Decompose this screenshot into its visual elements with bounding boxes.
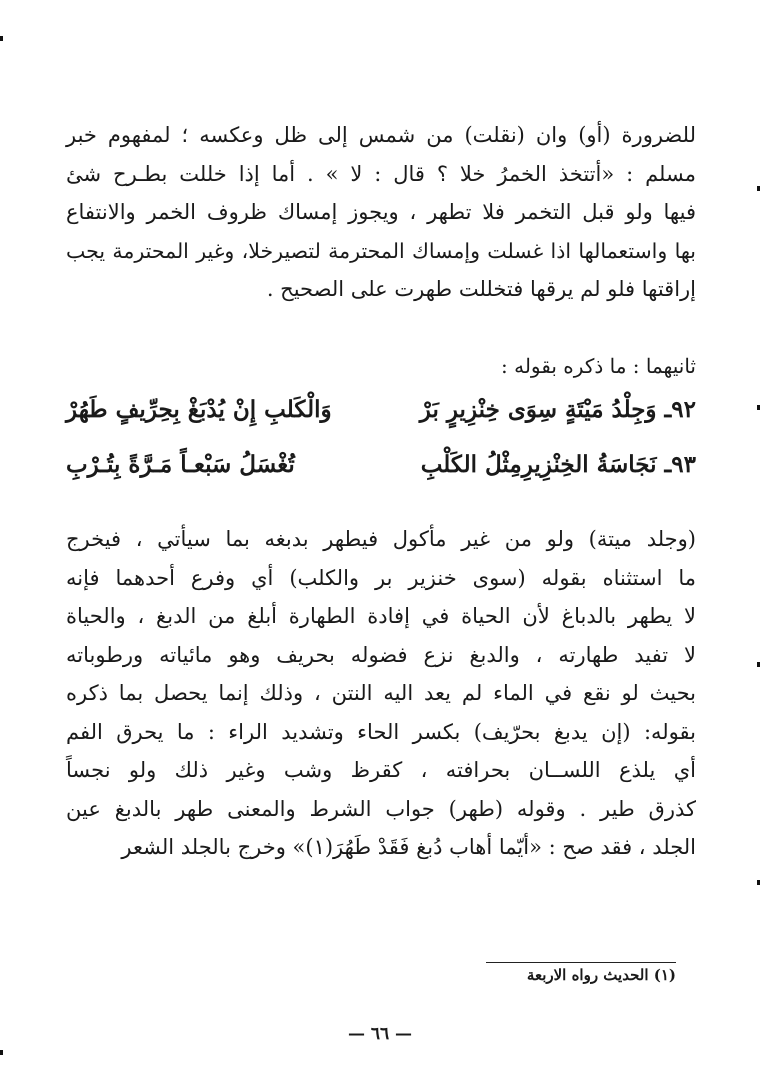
paragraph-line: بقوله: (إن يدبغ بحرّيف) بكسر الحاء وتشديد الراء : ما يحرق الفم — [66, 719, 696, 744]
page-number: — ٦٦ — — [347, 1024, 413, 1044]
paragraph-1 — [66, 116, 696, 309]
verse-first-hemistich: ٩٢ـ وَجِلْدُ مَيْتَةٍ سِوَى خِنْزِيرٍ بَرْ — [419, 396, 696, 423]
paragraph-line: ما استثناه بقوله (سوى خنزير بر والكلب) أي وفرع أحدهما فإنه — [66, 565, 696, 590]
left-edge-mark — [0, 1050, 3, 1055]
paragraph-line: كذرق طير . وقوله (طهر) جواب الشرط والمعنى طهر بالدبغ عين — [66, 796, 696, 821]
verse-intro: ثانيهما : ما ذكره بقوله : — [501, 354, 696, 378]
footnote: (١) الحديث رواه الاربعة — [526, 966, 676, 984]
verse-93 — [66, 451, 696, 497]
paragraph-line: لا يطهر بالدباغ لأن الحياة في إفادة الطهارة أبلغ من الدبغ ، والحياة — [66, 604, 696, 628]
left-edge-mark — [0, 36, 3, 41]
verse-second-hemistich: تُغْسَلُ سَبْعـاً مَـرَّةً بِتُـرْبِ — [66, 451, 295, 478]
verse-92 — [66, 396, 696, 442]
paragraph-line: لا تفيد طهارته ، والدبغ نزع فضوله بحريف وهو مائياته ورطوباته — [66, 642, 696, 667]
verse-second-hemistich: وَالْكَلبِ إِنْ يُدْبَغْ بِحِرِّيفٍ طَهُرْ — [66, 396, 332, 423]
paragraph-line: الجلد ، فقد صح : «أيّما أهاب دُبغ فَقَدْ طَهُرَ(١)» وخرج بالجلد الشعر — [121, 835, 696, 859]
verse-first-hemistich: ٩٣ـ نَجَاسَةُ الخِنْزِيرِمِثْلُ الكَلْبِ — [420, 451, 696, 478]
paragraph-line: إراقتها فلو لم يرقها فتخللت طهرت على الصحيح . — [266, 277, 696, 301]
paragraph-line: مسلم : «أتتخذ الخمرُ خلا ؟ قال : لا » . أما إذا خللت بطـرح شئ — [66, 161, 696, 186]
paragraph-line: فيها ولو قبل التخمر فلا تطهر ، ويجوز إمساك ظروف الخمر والانتفاع — [66, 200, 696, 224]
paragraph-line: بحيث لو نقع في الماء لم يعد اليه النتن ، وذلك إنما يحصل بما ذكره — [66, 681, 696, 705]
paragraph-line: أي يلذع اللســان بحرافته ، كقرظ وشب وغير ذلك ولو نجساً — [66, 758, 696, 782]
footnote-divider — [486, 962, 676, 963]
paragraph-3 — [66, 520, 696, 867]
paragraph-line: (وجلد ميتة) ولو من غير مأكول فيطهر بدبغه بما سيأتي ، فيخرج — [66, 527, 696, 551]
paragraph-line: للضرورة (أو) وان (نقلت) من شمس إلى ظل وعكسه ؛ لمفهوم خبر — [66, 123, 696, 147]
paragraph-line: بها واستعمالها اذا غسلت وإمساك المحترمة لتصيرخلا، وغير المحترمة يجب — [66, 238, 696, 263]
